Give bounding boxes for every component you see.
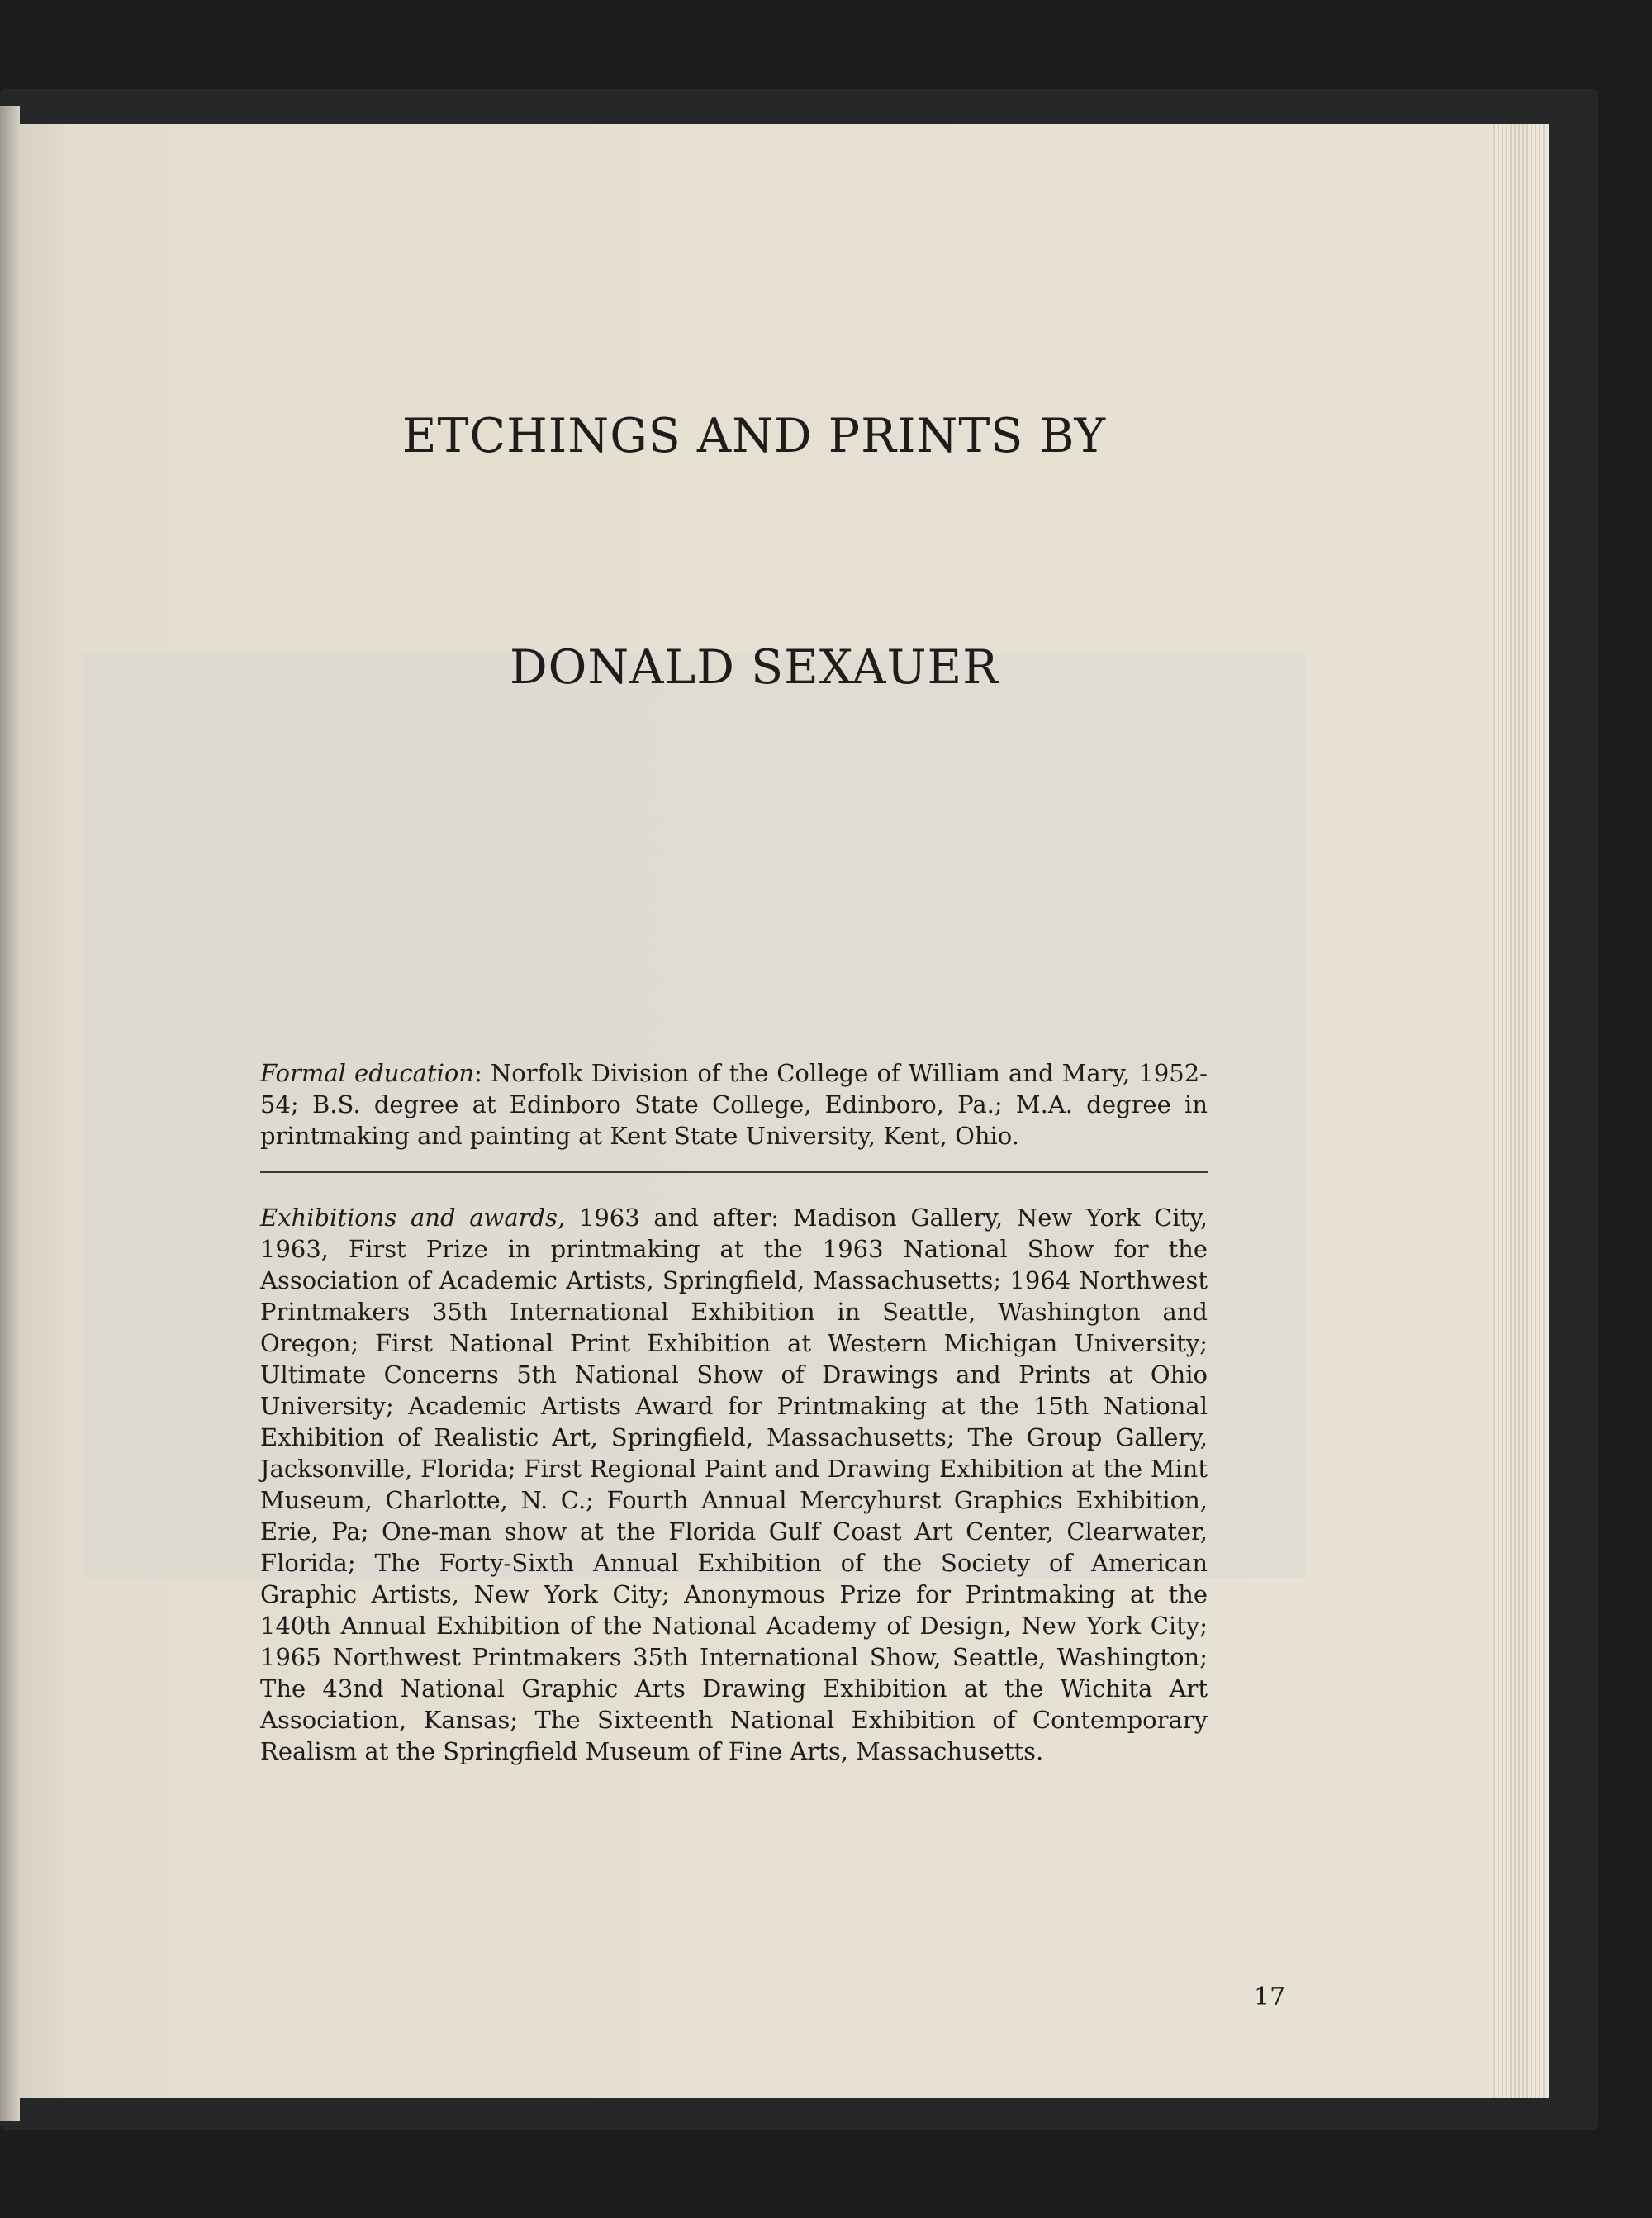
- exhibitions-paragraph: [260, 1202, 1208, 1767]
- exhibitions-text: 1963 and after: Madison Gallery, New York City, 1963, First Prize in printmaking at the 1963 National Show for the Association of Academic Artists, Springfield, Massachusetts; 1964 Northwest Printmakers 35th International Exhibition in Seattle, Washington and Oregon; First National Print Exhibition at Western Michigan University; Ultimate Concerns 5th National Show of Drawings and Prints at Ohio University; Academic Artists Award for Printmaking at the 15th National Exhibition of Realistic Art, Springfield, Massachusetts; The Group Gallery, Jacksonville, Florida; First Regional Paint and Drawing Exhibition at the Mint Museum, Charlotte, N. C.; Fourth Annual Mercyhurst Graphics Exhibition, Erie, Pa; One-man show at the Florida Gulf Coast Art Center, Clearwater, Florida; The Forty-Sixth Annual Exhibition of the Society of American Graphic Artists, New York City; Anonymous Prize for Printmaking at the 140th Annual Exhibition of the National Academy of Design, New York City; 1965 Northwest Printmakers 35th International Show, Seattle, Washington; The 43nd National Graphic Arts Drawing Exhibition at the Wichita Art Association, Kansas; The Sixteenth National Exhibition of Contemporary Realism at the Springfield Museum of Fine Arts, Massachusetts.: [260, 1204, 1208, 1765]
- left-page-curl: [0, 106, 20, 2121]
- artist-name: DONALD SEXAUER: [509, 640, 999, 695]
- book-page: [15, 124, 1493, 2098]
- page-title: ETCHINGS AND PRINTS BY: [401, 409, 1107, 463]
- education-label: Formal education: [260, 1059, 475, 1087]
- section-divider: [260, 1171, 1208, 1173]
- education-text: : Norfolk Division of the College of William and Mary, 1952-54; B.S. degree at Edinboro State College, Edinboro, Pa.; M.A. degree in printmaking and painting at Kent State University, Kent, Ohio.: [260, 1059, 1208, 1150]
- exhibitions-label: Exhibitions and awards,: [260, 1204, 566, 1232]
- page-number: 17: [1254, 1983, 1286, 2011]
- education-paragraph: [260, 1057, 1208, 1152]
